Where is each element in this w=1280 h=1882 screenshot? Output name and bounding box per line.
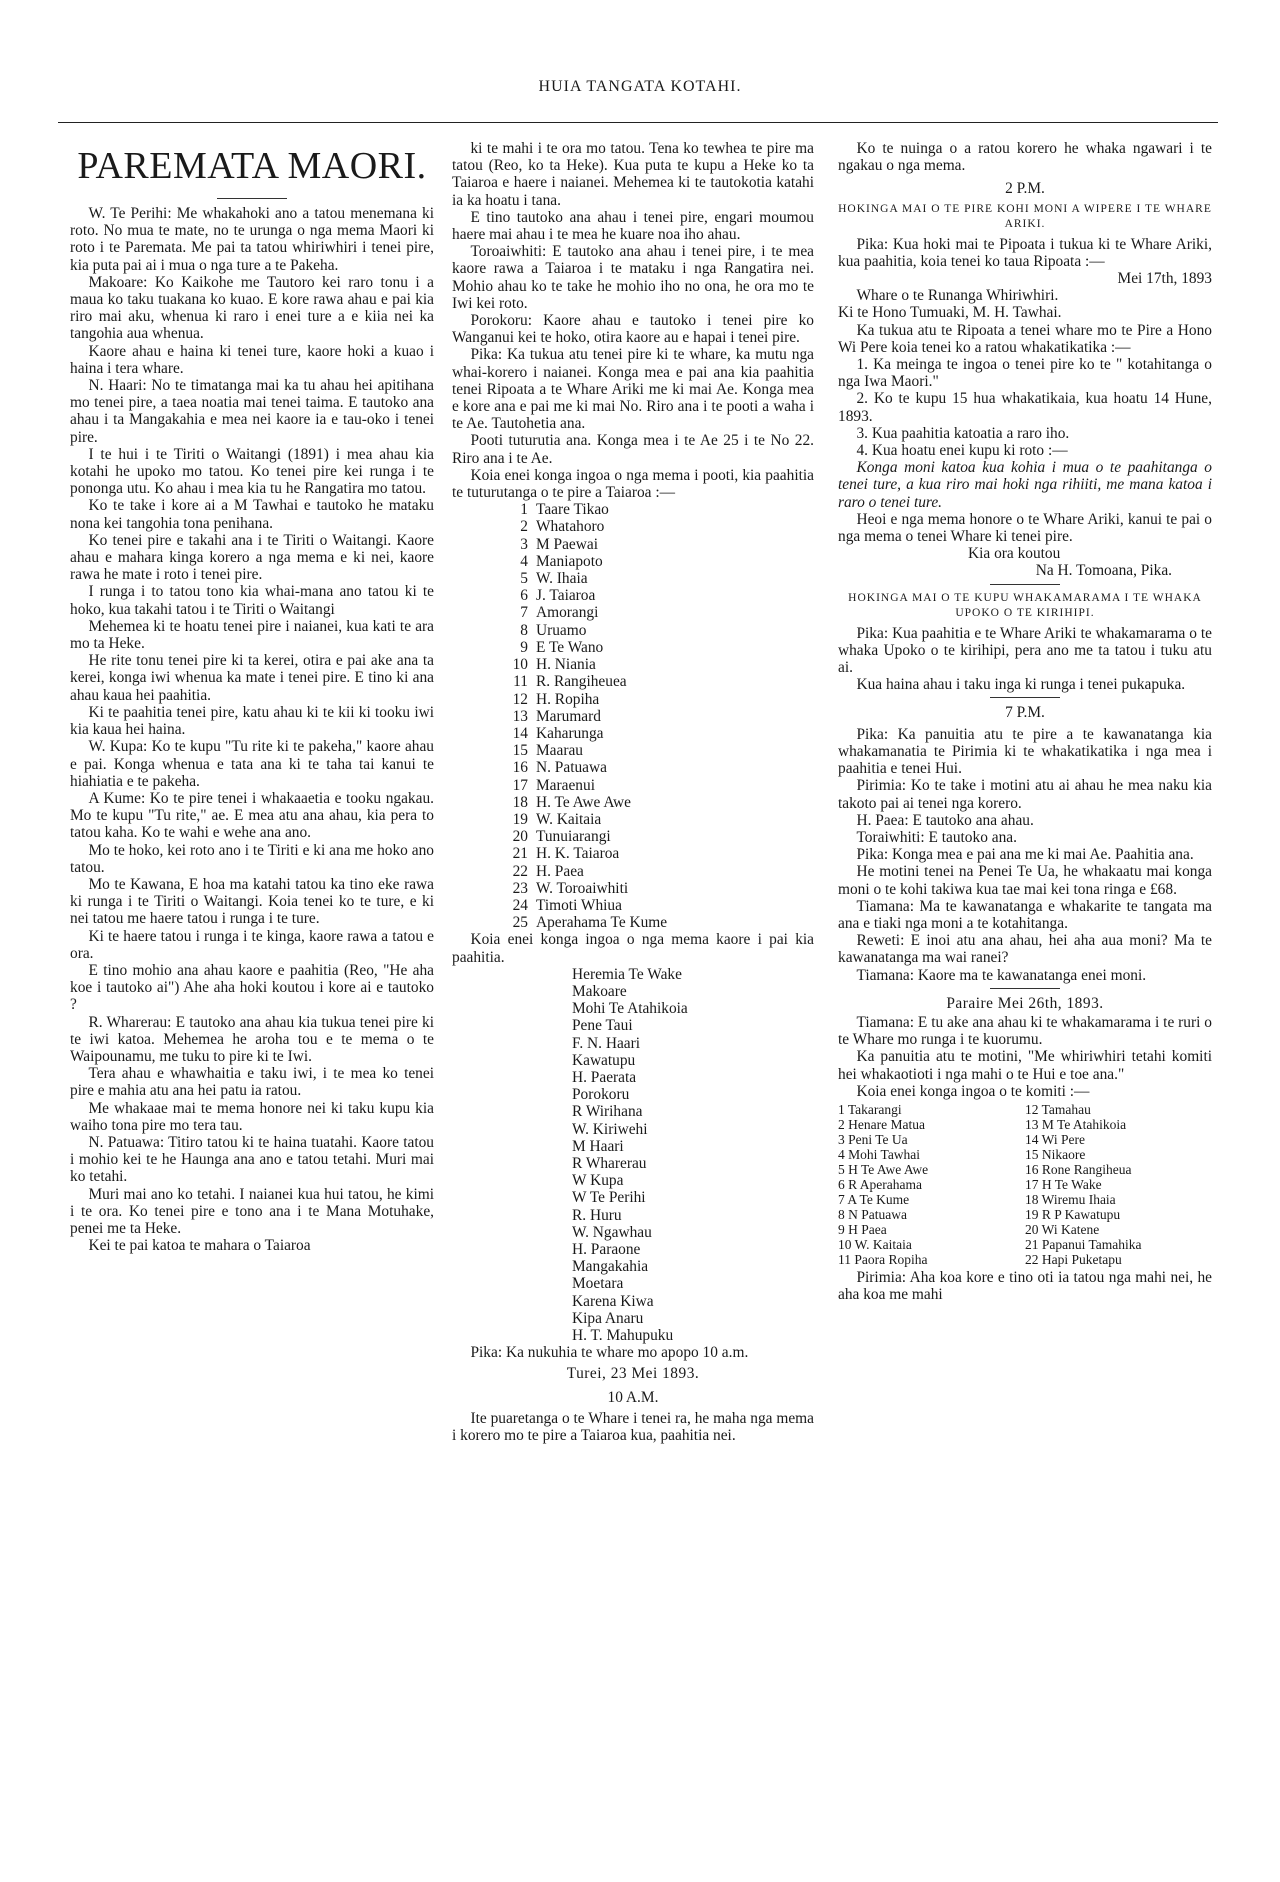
paragraph: N. Haari: No te timatanga mai ka tu ahau hei apitihana mo tenei pire, a taea noatia mai tenei taima. E tautoko ana ahau i ta Mangakahia e mea nei kaore ia e tau-oko i tenei pire.: [70, 377, 434, 446]
committee-member: 2 Henare Matua: [838, 1116, 925, 1132]
committee-member: 19 R P Kawatupu: [1025, 1206, 1121, 1222]
committee-member: 20 Wi Katene: [1025, 1221, 1100, 1237]
committee-member: 11 Paora Ropiha: [838, 1251, 928, 1267]
committee-member: 1 Takarangi: [838, 1101, 902, 1117]
column-left: [70, 140, 434, 1254]
list-item: [452, 501, 814, 518]
paragraph: Pika: Kua hoki mai te Pipoata i tukua ki te Whare Ariki, kua paahitia, koia tenei ko taua Ripoata :—: [838, 235, 1212, 270]
paragraph: Pirimia: Ko te take i motini atu ai ahau he mea naku kia takoto pai ai tenei nga korero.: [838, 777, 1212, 812]
list-item: [452, 759, 814, 776]
session-text: [838, 726, 1212, 984]
member-name: Uruamo: [536, 621, 587, 639]
paragraph: Tiamana: Ma te kawanatanga e whakarite te tangata ma ana e tiaki nga moni a te kotahitanga.: [838, 897, 1212, 932]
list-item: [452, 639, 814, 656]
list-number: 12: [512, 690, 528, 708]
list-number: 16: [512, 759, 528, 777]
list-number: 21: [512, 845, 528, 863]
member-name: Mohi Te Atahikoia: [572, 1000, 688, 1018]
paragraph: Tiamana: Kaore ma te kawanatanga enei moni.: [856, 966, 1147, 984]
list-number: 7: [520, 604, 528, 622]
greeting: Kia ora koutou: [968, 545, 1061, 563]
list-item: [452, 622, 814, 639]
list-item: [452, 794, 814, 811]
paragraph: 2. Ko te kupu 15 hua whakatikaia, kua hoatu 14 Hune, 1893.: [838, 390, 1212, 425]
paragraph: Muri mai ano ko tetahi. I naianei kua hui tatou, he kimi i te ora. Ko tenei pire e tono ana i te Mana Motuhake, penei me ta Heke.: [70, 1185, 434, 1237]
member-name: Kipa Anaru: [572, 1309, 644, 1327]
list-item: [452, 656, 814, 673]
subsection-heading: HOKINGA MAI O TE KUPU WHAKAMARAMA I TE WHAKA UPOKO O TE KIRIHIPI.: [848, 591, 1202, 619]
list-item: [452, 742, 814, 759]
time-heading: 2 P.M.: [1005, 180, 1045, 198]
list-number: 13: [512, 707, 528, 725]
paragraph: Ki te paahitia tenei pire, katu ahau ki te kii ki tooku iwi kia kaua hei haina.: [70, 703, 434, 739]
member-name: J. Taiaroa: [536, 587, 596, 605]
committee-member: 14 Wi Pere: [1025, 1131, 1085, 1147]
session-time: 10 A.M.: [607, 1388, 659, 1406]
list-number: 9: [520, 638, 528, 656]
list-number: 15: [512, 742, 528, 760]
column-left-body: [70, 205, 434, 1254]
list-number: 11: [513, 673, 528, 691]
member-name: W. Toroaiwhiti: [536, 879, 629, 897]
ae-vote-list: [452, 501, 814, 931]
member-name: W. Ngawhau: [572, 1223, 652, 1241]
member-name: Karena Kiwa: [572, 1292, 654, 1310]
paragraph: Toroaiwhiti: E tautoko ana ahau i tenei pire, i te mea kaore rawa a Taiaroa i te mataku i nga Rangatira nei. Mohio ahau ko te take he mohio iho no ona, he ora mo te Iwi kei roto.: [452, 243, 814, 312]
member-name: H. Paerata: [572, 1068, 637, 1086]
paragraph: Reweti: E inoi atu ana ahau, hei aha aua moni? Ma te kawanatanga ma wai ranei?: [838, 932, 1212, 967]
list-number: 6: [520, 587, 528, 605]
committee-member: 8 N Patuawa: [838, 1206, 907, 1222]
list-item: [452, 828, 814, 845]
member-name: Heremia Te Wake: [572, 965, 682, 983]
member-name: Whatahoro: [536, 518, 605, 536]
member-name: H. Ropiha: [536, 690, 600, 708]
paragraph: E tino mohio ana ahau kaore e paahitia (Reo, "He aha koe i tautoko ai") Ahe aha hoki koutou i kore ai e tautoko ?: [70, 961, 434, 1014]
list-number: 24: [512, 896, 528, 914]
committee-member: 12 Tamahau: [1025, 1101, 1091, 1117]
paragraph: Tiamana: E tu ake ana ahau ki te whakamarama i te ruri o te Whare mo runga i te kuorumu.: [838, 1013, 1212, 1049]
divider: [217, 198, 287, 199]
member-name: Pene Taui: [572, 1017, 633, 1035]
member-name: H. Niania: [536, 656, 596, 674]
list-item: [452, 845, 814, 862]
divider: [990, 988, 1060, 989]
member-name: Tunuiarangi: [536, 828, 611, 846]
member-name: H. Te Awe Awe: [536, 793, 631, 811]
member-name: Porokoru: [572, 1086, 630, 1104]
committee-member: 17 H Te Wake: [1025, 1176, 1102, 1192]
paragraph: Koia enei konga ingoa o nga mema i pooti, kia paahitia te tuturutanga o te pire a Taiaroa :—: [452, 466, 814, 502]
running-title: HUIA TANGATA KOTAHI.: [538, 78, 742, 95]
committee-list: [838, 1102, 1212, 1267]
list-number: 5: [520, 570, 528, 588]
paragraph: He rite tonu tenei pire ki ta kerei, otira e pai ake ana ta kerei, konga iwi whenua ka mate i tenei pire. E tino ki ana ahau kaua hei paahitia.: [70, 652, 434, 704]
paragraph: Ki te haere tatou i runga i te kinga, kaore rawa a tatou e ora.: [70, 927, 434, 962]
member-name: Maniapoto: [536, 552, 603, 570]
paragraph: A Kume: Ko te pire tenei i whakaaetia e tooku ngakau. Mo te kupu "Tu rite," ae. E mea atu ana ahau, kia pera to tatou kaha. Ko te wahi e wehe ana ano.: [70, 789, 434, 842]
list-item: [452, 673, 814, 690]
top-rule: [58, 122, 1218, 123]
divider: [990, 697, 1060, 698]
closing-paragraph: Ite puaretanga o te Whare i tenei ra, he maha nga mema i korero mo te pire a Taiaroa kua, paahitia nei.: [452, 1409, 814, 1445]
member-name: Taare Tikao: [536, 501, 609, 519]
member-name: R. Huru: [572, 1206, 622, 1224]
list-item: [452, 725, 814, 742]
list-item: [452, 863, 814, 880]
closing-paragraph: Pirimia: Aha koa kore e tino oti ia tatou nga mahi nei, he aha koa me mahi: [838, 1268, 1212, 1304]
paragraph: Ko tenei pire e takahi ana i te Tiriti o Waitangi. Kaore ahau e mahara kinga korero a nga mema e ki nei, kaore rawa he mate i roto i tenei pire.: [70, 531, 434, 584]
adjourn-text: Pika: Ka nukuhia te whare mo apopo 10 a.m.: [470, 1344, 749, 1362]
list-number: 22: [512, 862, 528, 880]
member-name: Makoare: [572, 982, 627, 1000]
committee-member: 6 R Aperahama: [838, 1176, 922, 1192]
intro-paragraph: Ko te nuinga o a ratou korero he whaka ngawari i te ngakau o nga mema.: [838, 140, 1212, 175]
paragraph: Mehemea ki te hoatu tenei pire i naianei, kua kati te ara mo ta Heke.: [70, 617, 434, 653]
member-name: M Paewai: [536, 535, 598, 553]
member-name: W. Ihaia: [536, 570, 588, 588]
list-item: [452, 880, 814, 897]
paragraph: Pika: Ka panuitia atu te pire a te kawanatanga kia whakamanatia te Pirimia ki te whakatikatika i nga mea i paahitia e tenei Hui.: [838, 725, 1212, 778]
member-name: Aperahama Te Kume: [536, 914, 668, 932]
list-item: [452, 570, 814, 587]
no-vote-list: [452, 966, 814, 1344]
paragraph: He motini tenei na Penei Te Ua, he whakaatu mai konga moni o te kohi takiwa kua tae mai kei tona ringa e £68.: [838, 863, 1212, 898]
list-number: 23: [512, 879, 528, 897]
list-item: [452, 518, 814, 535]
paragraph: 4. Kua hoatu enei kupu ki roto :—: [856, 442, 1068, 460]
subsection-heading: HOKINGA MAI O TE PIRE KOHI MONI A WIPERE I TE WHARE ARIKI.: [838, 202, 1212, 230]
member-name: Amorangi: [536, 604, 599, 622]
committee-member: 18 Wiremu Ihaia: [1025, 1191, 1116, 1207]
list-number: 3: [520, 535, 528, 553]
committee-member: 21 Papanui Tamahika: [1025, 1236, 1142, 1252]
member-name: Timoti Whiua: [536, 896, 622, 914]
paragraph: Kua haina ahau i taku inga ki runga i tenei pukapuka.: [856, 676, 1186, 694]
paragraph: R. Wharerau: E tautoko ana ahau kia tukua tenei pire ki te iwi katoa. Mehemea he aroha tou e te mema o te Waipounamu, me tuku to pire ki te Iwi.: [70, 1013, 434, 1065]
list-item: [452, 914, 814, 931]
member-name: H. K. Taiaroa: [536, 845, 620, 863]
committee-member: 4 Mohi Tawhai: [838, 1146, 921, 1162]
list-item: [452, 536, 814, 553]
paragraph: Ko te take i kore ai a M Tawhai e tautoko he mataku nona kei tangohia tona penihana.: [70, 497, 434, 532]
list-number: 19: [512, 810, 528, 828]
paragraph: Mo te hoko, kei roto ano i te Tiriti e ki ana me hoko ano tatou.: [70, 841, 434, 876]
paragraph: Toraiwhiti: E tautoko ana.: [856, 828, 1017, 846]
session-date: Paraire Mei 26th, 1893.: [946, 994, 1104, 1012]
list-item: [452, 708, 814, 725]
letter-to: Ki te Hono Tumuaki, M. H. Tawhai.: [838, 304, 1062, 322]
paragraph: N. Patuawa: Titiro tatou ki te haina tuatahi. Kaore tatou i mohio kei te he Haunga ana ano e tatou tetahi. Muri mai ko tetahi.: [70, 1133, 434, 1186]
paragraph: Porokoru: Kaore ahau e tautoko i tenei pire ko Wanganui kei te hoko, otira kaore au e hapai i tenei pire.: [452, 312, 814, 347]
member-name: N. Patuawa: [536, 759, 607, 777]
list-number: 1: [520, 501, 528, 519]
paragraph: Ka panuitia atu te motini, "Me whiriwhiri tetahi komiti hei whakaotioti i nga mahi o te Hui e toe ana.": [838, 1048, 1212, 1083]
list-number: 8: [520, 621, 528, 639]
list-item: [452, 587, 814, 604]
paragraph: E tino tautoko ana ahau i tenei pire, engari moumou haere mai ahau i te mea he kuare noa iho ahau.: [452, 208, 814, 244]
list-number: 20: [512, 828, 528, 846]
member-name: Mangakahia: [572, 1258, 649, 1276]
member-name: Moetara: [572, 1275, 624, 1293]
list-item: [452, 811, 814, 828]
paragraph: Heoi e nga mema honore o te Whare Ariki, kanui te pai o nga mema o tenei Whare ki tenei pire.: [838, 510, 1212, 546]
column-middle-intro: [452, 140, 814, 501]
list-number: 25: [512, 914, 528, 932]
list-item: [452, 897, 814, 914]
member-name: E Te Wano: [536, 638, 604, 656]
member-name: Kawatupu: [572, 1051, 636, 1069]
list-item: [452, 553, 814, 570]
list-number: 18: [512, 793, 528, 811]
member-name: F. N. Haari: [572, 1034, 641, 1052]
member-name: R. Rangiheuea: [536, 673, 627, 691]
paragraph: 1. Ka meinga te ingoa o tenei pire ko te " kotahitanga o nga Iwa Maori.": [838, 356, 1212, 391]
paragraph: Kei te pai katoa te mahara o Taiaroa: [88, 1237, 311, 1255]
paragraph: W. Kupa: Ko te kupu "Tu rite ki te pakeha," kaore ahau e pai. Konga whenua e tata ana ki te taha tai kanui te hiahiatia e te pakeha.: [70, 738, 434, 790]
member-name: W. Kaitaia: [536, 810, 602, 828]
time-heading: 7 P.M.: [1005, 704, 1045, 722]
paragraph: Makoare: Ko Kaikohe me Tautoro kei raro tonu i a maua ko taku tuakana ko kuao. E kore rawa ahau e pai kia riro mai aku, whenua ki raro i enei ture a e kiia nei ka tangohia aua whenua.: [70, 273, 434, 343]
committee-member: 9 H Paea: [838, 1221, 887, 1237]
signature: Na H. Tomoana, Pika.: [1035, 562, 1172, 580]
letter-body: Ka tukua atu te Ripoata a tenei whare mo te Pire a Hono Wi Pere koia tenei ko a ratou whakatikatika :—: [838, 321, 1212, 356]
list-number: 17: [512, 776, 528, 794]
committee-member: 7 A Te Kume: [838, 1191, 910, 1207]
committee-member: 5 H Te Awe Awe: [838, 1161, 929, 1177]
paragraph: 3. Kua paahitia katoatia a raro iho.: [856, 424, 1070, 442]
paragraph: Pika: Konga mea e pai ana me ki mai Ae. Paahitia ana.: [856, 846, 1194, 864]
letter-from: Whare o te Runanga Whiriwhiri.: [856, 287, 1059, 305]
committee-member: 10 W. Kaitaia: [838, 1236, 912, 1252]
member-name: Marumard: [536, 707, 601, 725]
paragraph: Kaore ahau e haina ki tenei ture, kaore hoki a kuao i haina i tera whare.: [70, 342, 434, 377]
member-name: H. Paraone: [572, 1241, 641, 1258]
committee-list-right: [1025, 1102, 1212, 1267]
paragraph: Me whakaae mai te mema honore nei ki taku kupu kia waiho tona pire mo tera tau.: [70, 1099, 434, 1134]
member-name: W Kupa: [572, 1172, 624, 1190]
against-intro: Koia enei konga ingoa o nga mema kaore i pai kia paahitia.: [452, 931, 814, 966]
paragraph: Mo te Kawana, E hoa ma katahi tatou ka tino eke rawa ki runga i te Tiriti o Waitangi. Koia tenei ko te ture, e ki nei tatou me haere tatou i runga i te ture.: [70, 875, 434, 928]
italic-clause: Konga moni katoa kua kohia i mua o te paahitanga o tenei ture, a kua riro mai hoki nga rihiiti, me mana katoa i raro o tenei ture.: [838, 459, 1212, 511]
list-number: 2: [520, 518, 528, 536]
member-name: M Haari: [572, 1137, 624, 1155]
paragraph: Tera ahau e whawhaitia e taku iwi, i te mea ko tenei pire e mahia atu ana hei patu ia ratou.: [70, 1065, 434, 1100]
committee-member: 22 Hapi Puketapu: [1025, 1251, 1122, 1267]
list-item: [452, 777, 814, 794]
member-name: H. T. Mahupuku: [572, 1327, 674, 1345]
paragraph: I runga i to tatou tono kia whai-mana ano tatou ki te hoko, kua takahi tatou i te Tiriti o Waitangi: [70, 583, 434, 618]
column-middle: [452, 140, 814, 1444]
member-name: R Wharerau: [572, 1154, 647, 1172]
paragraph: I te hui i te Tiriti o Waitangi (1891) i mea ahau kia kotahi he upoko mo tatou. Ko tenei pire kei runga i te pononga utu. Ko ahau i mea kia tu he Rangatira mo tatou.: [70, 445, 434, 498]
session-text: [838, 1014, 1212, 1100]
committee-member: 13 M Te Atahikoia: [1025, 1116, 1127, 1132]
divider: [990, 584, 1060, 585]
paragraph: ki te mahi i te ora mo tatou. Tena ko tewhea te pire ma tatou (Reo, ko ta Heke). Kua puta te kupu a Heke ko ta Taiaroa e haere i naianei. Mehemea ki te tautokotia katahi ia ka hoatu i tana.: [452, 140, 814, 209]
member-name: Maraenui: [536, 776, 595, 794]
member-name: Kaharunga: [536, 724, 604, 742]
session-date: Turei, 23 Mei 1893.: [566, 1365, 700, 1383]
paragraph: Pooti tuturutia ana. Konga mea i te Ae 25 i te No 22. Riro ana i te Ae.: [452, 432, 814, 467]
member-name: R Wirihana: [572, 1103, 643, 1121]
committee-list-left: [838, 1102, 1025, 1267]
column-right: [838, 140, 1212, 1303]
section-title: PAREMATA MAORI.: [77, 145, 427, 187]
paragraph: Koia enei konga ingoa o te komiti :—: [856, 1082, 1090, 1100]
member-name: W. Kiriwehi: [572, 1120, 648, 1138]
paragraph: Pika: Ka tukua atu tenei pire ki te whare, ka mutu nga whai-korero i naianei. Konga mea e pai ana kia paahitia tenei Ripoata a te Whare Ariki me ki mai Ae. Konga mea e kore ana e pai me ki mai No. Riro ana i te pooti a waha i te Ae. Tautohetia ana.: [452, 346, 814, 433]
member-name: Maarau: [536, 742, 583, 760]
committee-member: 16 Rone Rangiheua: [1025, 1161, 1132, 1177]
paragraph: H. Paea: E tautoko ana ahau.: [856, 811, 1034, 829]
list-number: 10: [512, 656, 528, 674]
committee-member: 15 Nikaore: [1025, 1146, 1086, 1162]
member-name: W Te Perihi: [572, 1189, 646, 1207]
paragraph: W. Te Perihi: Me whakahoki ano a tatou menemana ki roto. No mua te mate, no te urunga o nga mema Maori ki roto i te Paremata. Me pai ta tatou whiriwhiri i tenei pire, kia puta pai ai i mua o nga ture a te Pakeha.: [70, 205, 434, 274]
list-item: [452, 691, 814, 708]
paragraph: Pika: Kua paahitia e te Whare Ariki te whakamarama o te whaka Upoko o te kirihipi, pera ano me ta tatou i tuku atu ai.: [838, 624, 1212, 677]
list-item: [452, 604, 814, 621]
committee-member: 3 Peni Te Ua: [838, 1131, 908, 1147]
member-name: H. Paea: [536, 862, 584, 880]
letter-date: Mei 17th, 1893: [1117, 270, 1212, 288]
list-number: 14: [512, 724, 528, 742]
list-number: 4: [520, 552, 528, 570]
amendment-list: [838, 356, 1212, 459]
